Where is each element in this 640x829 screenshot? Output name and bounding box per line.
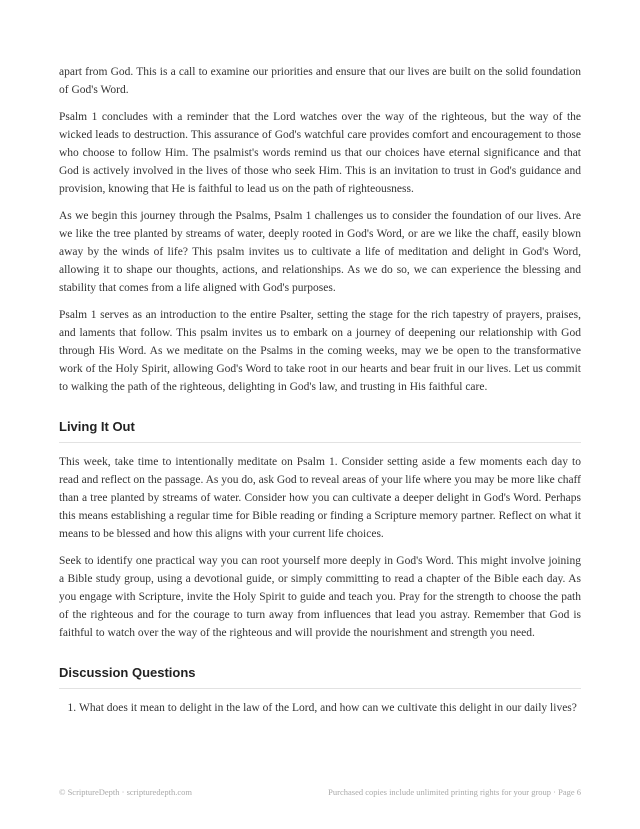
- footer-copyright: © ScriptureDepth · scripturedepth.com: [59, 787, 192, 797]
- body-paragraph: As we begin this journey through the Psalms, Psalm 1 challenges us to consider the foundation of our lives. Are we like the tree planted by streams of water, deeply rooted in God's Word, or are we like the chaff, easily blown away by the winds of life? This psalm invites us to cultivate a life of meditation and delight in God's Word, allowing it to shape our thoughts, actions, and relationships. As we do so, we can experience the blessing and stability that comes from a life aligned with God's purposes.: [59, 210, 581, 294]
- section-divider: [59, 442, 581, 443]
- body-paragraph: Psalm 1 concludes with a reminder that the Lord watches over the way of the righteous, but the way of the wicked leads to destruction. This assurance of God's watchful care provides comfort and encouragement to those who choose to follow Him. The psalmist's words remind us that our choices have eternal significance and that God is actively involved in the lives of those who seek Him. This is an invitation to trust in God's guidance and provision, knowing that He is faithful to lead us on the path of righteousness.: [59, 111, 581, 195]
- section-divider: [59, 688, 581, 689]
- body-paragraph: Seek to identify one practical way you can root yourself more deeply in God's Word. This might involve joining a Bible study group, using a devotional guide, or simply committing to read a chapter of the Bible each day. As you engage with Scripture, invite the Holy Spirit to guide and teach you. Pray for the strength to choose the path of the righteous and for the courage to turn away from influences that lead you astray. Remember that God is faithful to watch over the way of the righteous and will provide the nourishment and strength you need.: [59, 555, 581, 639]
- body-paragraph: This week, take time to intentionally meditate on Psalm 1. Consider setting aside a few moments each day to read and reflect on the passage. As you do, ask God to reveal areas of your life where you may be more like chaff than a tree planted by streams of water. Consider how you can cultivate a deeper delight in God's Word. Perhaps this means establishing a regular time for Bible reading or finding a Scripture memory partner. Reflect on what it means to be blessed and how this aligns with your current life choices.: [59, 456, 581, 540]
- page-content: [59, 63, 581, 717]
- body-paragraph: Psalm 1 serves as an introduction to the entire Psalter, setting the stage for the rich tapestry of prayers, praises, and laments that follow. This psalm invites us to embark on a journey of deepening our relationship with God through His Word. As we meditate on the Psalms in the coming weeks, may we be open to the transformative work of the Holy Spirit, allowing God's Word to take root in our hearts and bear fruit in our lives. Let us commit to walking the path of the righteous, delighting in God's law, and trusting in His faithful care.: [59, 309, 581, 393]
- question-item: 1. What does it mean to delight in the law of the Lord, and how can we cultivate this delight in our daily lives?: [79, 699, 581, 717]
- footer-page-info: Purchased copies include unlimited printing rights for your group · Page 6: [328, 787, 581, 797]
- section-heading-living-it-out: Living It Out: [59, 419, 135, 434]
- body-paragraph: apart from God. This is a call to examine our priorities and ensure that our lives are built on the solid foundation of God's Word.: [59, 66, 581, 96]
- page-footer: [59, 786, 581, 798]
- section-heading-discussion-questions: Discussion Questions: [59, 665, 196, 680]
- question-list: [59, 699, 581, 717]
